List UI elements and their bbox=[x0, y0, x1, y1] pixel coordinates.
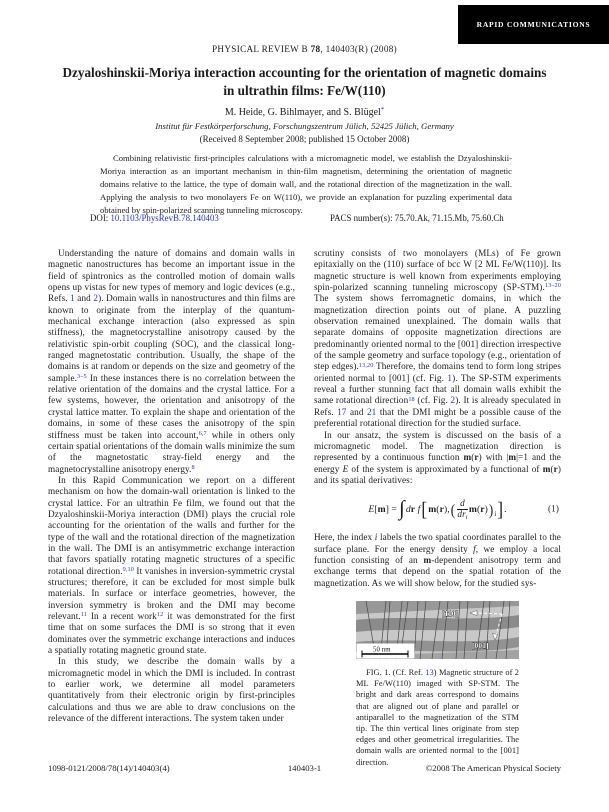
direction-label-001: [001] bbox=[472, 640, 489, 650]
footer-copyright: ©2008 The American Physical Society bbox=[425, 763, 561, 773]
affiliation: Institut für Festkörperforschung, Forschungszentrum Jülich, 52425 Jülich, Germany bbox=[155, 121, 454, 131]
banner-label: RAPID COMMUNICATIONS bbox=[476, 20, 591, 29]
derivative-fraction: $\frac{d}{dr_i}$ bbox=[457, 497, 468, 521]
pacs-numbers: PACS number(s): 75.70.Ak, 71.15.Mb, 75.60.Ch bbox=[330, 213, 504, 223]
paragraph: In this study, we describe the domain walls by a micromagnetic model in which the DMI is included. In contrast to earlier work, we determine all model parameters quantitatively from their electronic origin by first-principles calculations and thus we are able to draw conclusions on the relevance of the different interactions. The system taken under bbox=[48, 656, 295, 724]
received-line: (Received 8 September 2008; published 15 October 2008) bbox=[199, 134, 410, 144]
footer-issn: 1098-0121/2008/78(14)/140403(4) bbox=[48, 763, 170, 773]
paren-open: ( bbox=[450, 500, 456, 519]
ref-link[interactable]: 6,7 bbox=[198, 429, 207, 437]
ref-link[interactable]: 13,20 bbox=[358, 361, 374, 369]
paper-title-line1: Dzyaloshinskii-Moriya interaction accounting for the orientation of magnetic domains bbox=[62, 65, 547, 80]
ref-link[interactable]: 13–20 bbox=[544, 282, 561, 290]
ref-link[interactable]: 13 bbox=[425, 667, 434, 677]
ref-link[interactable]: 3–5 bbox=[77, 373, 87, 381]
ref-link[interactable]: 12 bbox=[156, 611, 164, 619]
body-columns bbox=[48, 248, 561, 774]
scale-bar-label: 50 nm bbox=[373, 646, 391, 654]
scale-bar bbox=[357, 643, 415, 658]
paragraph: Understanding the nature of domains and domain walls in magnetic nanostructures has become an important issue in the field of spintronics as the controlled motion of domain walls opens up vistas for new types of memory and logic devices (e.g., Refs. 1 and 2). Domain walls in nanostructures and thin films are known to originate from the interplay of the quantum-mechanical exchange interaction (also expressed as spin stiffness), the magnetocrystalline anisotropy caused by the relativistic spin-orbit coupling (SOC), and the classical long-ranged magnetostatic contribution. Usually, the shape of the domains is at random or depends on the size and geometry of the sample.$^{3-5}$ In these instances there is no correlation between the relative orientation of the domains and the crystal lattice. For a few systems, however, the orientation and anisotropy of the crystal lattice matter. To explain the shape and orientation of the domains, in some of these cases the anisotropy of the spin stiffness must be taken into account,$^{6,7}$ while in others only certain spatial orientations of the domain walls minimize the sum of the magnetostatic stray-field energy and the magnetocrystalline anisotropy energy.$^8$ bbox=[48, 248, 296, 474]
ref-link[interactable]: 17 bbox=[337, 406, 347, 417]
ref-link[interactable]: * bbox=[380, 107, 385, 115]
doi-link[interactable]: 10.1103/PhysRevB.78.140403 bbox=[110, 213, 219, 223]
paren-close: ) bbox=[488, 500, 494, 519]
ref-link[interactable]: 18 bbox=[408, 395, 415, 403]
right-column bbox=[314, 248, 561, 774]
doi-line bbox=[90, 213, 219, 223]
ref-link[interactable]: 2 bbox=[450, 395, 456, 406]
page-footer bbox=[48, 763, 561, 773]
paragraph: scrutiny consists of two monolayers (MLs) of Fe grown epitaxially on the (110) surface of bcc W [2 ML Fe/W(110)]. Its magnetic structure is well known from experiments employing spin-polarized scanning tunneling microscopy (SP-STM).$^{13-20}$ The system shows ferromagnetic domains, in which the magnetization direction points out of plane. A puzzling observation remained unexplained. The domain walls that separate domains of opposite magnetization directions are predominantly oriented normal to the [001] direction irrespective of the sample geometry and surface topology (e.g., orientation of step edges).$^{13,20}$ Therefore, the domains tend to form long stripes oriented normal to [001] (cf. Fig. 1). The SP-STM experiments reveal a further stunning fact that all domain walls exhibit the same rotational direction$^{18}$ (cf. Fig. 2). It is already speculated in Refs. 17 and 21 that the DMI might be a possible cause of the preferential rotational direction for the studied surface. bbox=[314, 248, 562, 429]
paragraph: In this Rapid Communication we report on a different mechanism on how the domain-wall orientation is linked to the crystal lattice. For an ultrathin Fe film, we found out that the Dzyaloshinskii-Moriya interaction (DMI) plays the crucial role accounting for the orientation of the walls and further for the type of the wall and the rotational direction of the magnetization in the wall. The DMI is an antisymmetric exchange interaction that favors spatially rotating magnetic structures of a specific rotational direction.$^{9,10}$ It vanishes in inversion-symmetric crystal structures; therefore, it can be excluded for most simple bulk materials. In surface or interface geometries, however, the inversion symmetry is broken and the DMI may become relevant.$^{11}$ In a recent work$^{12}$ it was demonstrated for the first time that on some surfaces the DMI is so strong that it even dominates over the symmetric exchange interactions and induces a spatially rotating magnetic ground state. bbox=[48, 474, 295, 656]
ref-link[interactable]: 1 bbox=[447, 372, 453, 383]
ref-link[interactable]: 2 bbox=[93, 293, 99, 304]
equation-1 bbox=[314, 491, 561, 527]
left-column bbox=[48, 248, 295, 774]
paragraph: In our ansatz, the system is discussed on the basis of a micromagnetic model. The magnetization direction is represented by a continuous function m(r) with |m|=1 and the energy E of the system is approximated by a functional of m(r) and its spatial derivatives: bbox=[314, 429, 561, 485]
ref-link[interactable]: 8 bbox=[191, 463, 195, 471]
equation-period: . bbox=[504, 503, 507, 515]
authors: M. Heide, G. Bihlmayer, and S. Blügel* bbox=[224, 107, 385, 118]
ref-link[interactable]: 21 bbox=[366, 406, 377, 417]
stm-image bbox=[356, 601, 519, 659]
paren-subscript: i bbox=[494, 510, 497, 518]
equation-arg1: m(r), bbox=[428, 503, 450, 515]
paragraph: Here, the index i labels the two spatial coordinates parallel to the surface plane. For the energy density f, we employ a local function consisting of an m-dependent anisotropy term and exchange terms that depend on the spatial rotation of the magnetization. As we will show below, for the studied sys- bbox=[314, 532, 561, 588]
ref-link[interactable]: 11 bbox=[80, 611, 88, 619]
paper-title bbox=[0, 64, 609, 99]
bracket-open: [ bbox=[421, 498, 428, 520]
equation-frac-arg: m(r) bbox=[468, 503, 488, 515]
abstract: Combining relativistic first-principles calculations with a micromagnetic model, we establish the Dzyaloshinskii-Moriya interaction as an important mechanism in thin-film magnetism, determining the orientation of magnetic domains relative to the lattice, the type of domain wall, and the rotational direction of the magnetization in the wall. Applying the analysis to two monolayers Fe on W(110), we provide an explanation for puzzling experimental data obtained by spin-polarized scanning tunneling microscopy. bbox=[100, 153, 512, 215]
equation-integrand: dr f bbox=[405, 503, 421, 515]
doi-label: DOI: bbox=[90, 213, 111, 223]
paper-title-line2: in ultrathin films: Fe/W(110) bbox=[223, 82, 386, 98]
integral-sign: ∫ bbox=[399, 495, 405, 520]
figure-1 bbox=[356, 601, 519, 768]
footer-page-number: 140403-1 bbox=[287, 763, 322, 773]
rapid-communications-banner bbox=[458, 5, 609, 44]
equation-lhs: E[m] = bbox=[368, 503, 398, 515]
bracket-close: ] bbox=[497, 498, 504, 520]
equation-body bbox=[368, 495, 507, 521]
ref-link[interactable]: 1 bbox=[70, 293, 75, 304]
figure-1-caption: FIG. 1. (Cf. Ref. 13) Magnetic structure of 2 ML Fe/W(110) imaged with SP-STM. The bright and dark areas correspond to domains that are aligned out of plane and parallel or antiparallel to the magnetization of the STM tip. The thin vertical lines originate from step edges and other geometrical irregularities. The domain walls are oriented normal to the [001] direction. bbox=[356, 667, 519, 767]
equation-number: (1) bbox=[547, 503, 559, 514]
ref-link[interactable]: 9,10 bbox=[122, 566, 134, 573]
direction-label-110: [1̄10] bbox=[442, 608, 459, 618]
journal-line: PHYSICAL REVIEW B 78, 140403(R) (2008) bbox=[212, 44, 397, 54]
